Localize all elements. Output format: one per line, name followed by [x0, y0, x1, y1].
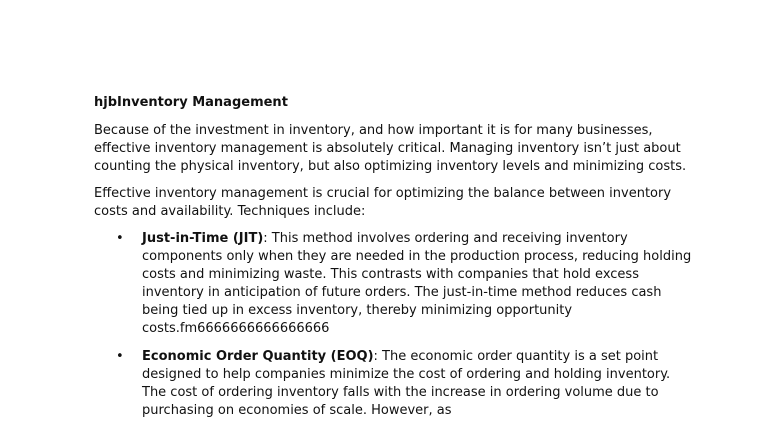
list-item-term: Just-in-Time (JIT) — [142, 231, 264, 246]
list-item-jit — [94, 230, 694, 338]
list-item-term: Economic Order Quantity (EOQ) — [142, 349, 374, 364]
document-heading: hjbInventory Management — [94, 95, 288, 110]
list-item-text: : The economic order quantity is a set point designed to help companies minimize the cost of ordering and holding inventory. The cost of ordering inventory falls with the increase in ordering volume due to purchasing on economies of scale. However, as — [142, 349, 671, 418]
list-item-eoq — [94, 348, 694, 420]
document-body — [94, 94, 694, 430]
intro-paragraph: Because of the investment in inventory, and how important it is for many businesses, effective inventory management is absolutely critical. Managing inventory isn’t just about counting the physical inventory, but also optimizing inventory levels and minimizing costs. — [94, 123, 687, 174]
bullet-icon: • — [116, 349, 124, 364]
bullet-icon: • — [116, 231, 124, 246]
list-item-text: : This method involves ordering and receiving inventory components only when they are needed in the production process, reducing holding costs and minimizing waste. This contrasts with companies that hold excess inventory in anticipation of future orders. The just-in-time method reduces cash being tied up in excess inventory, thereby minimizing opportunity costs.fm6666666666666666 — [142, 231, 692, 336]
techniques-list — [94, 230, 694, 420]
techniques-paragraph: Effective inventory management is crucial for optimizing the balance between inventory costs and availability. Techniques include: — [94, 186, 672, 219]
